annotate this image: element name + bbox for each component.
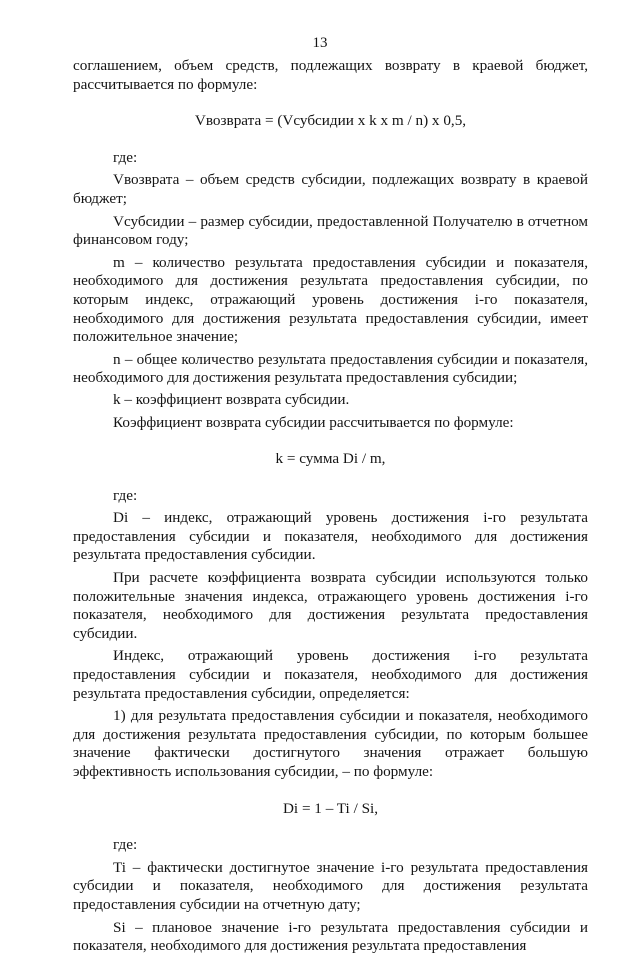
- paragraph: Vсубсидии – размер субсидии, предоставленной Получателю в отчетном финансовом году;: [73, 212, 588, 249]
- paragraph: Di – индекс, отражающий уровень достижения i-го результата предоставления субсидии и показателя, необходимого для достижения результата предоставления субсидии.: [73, 509, 588, 564]
- paragraph: где:: [113, 486, 138, 504]
- paragraph: где:: [113, 836, 138, 854]
- paragraph: Vвозврата – объем средств субсидии, подлежащих возврату в краевой бюджет;: [73, 171, 588, 207]
- paragraph: где:: [113, 148, 138, 166]
- paragraph: Si – плановое значение i-го результата предоставления субсидии и показателя, необходимого для достижения результата предоставления: [73, 918, 588, 955]
- page-number: 13: [312, 35, 328, 51]
- paragraph: m – количество результата предоставления субсидии и показателя, необходимого для достижения результата предоставления субсидии, по которым индекс, отражающий уровень достижения i-го показателя, необходимого для достижения результата предоставления субсидии, имеет положительное значение;: [73, 253, 588, 346]
- formula: Di = 1 – Ti / Si,: [282, 799, 379, 817]
- paragraph: 1) для результата предоставления субсидии и показателя, необходимого для достижения результата предоставления субсидии, по которым большее значение фактически достигнутого значения отражает большую эффективность использования субсидии, – по формуле:: [73, 707, 588, 780]
- paragraph: Коэффициент возврата субсидии рассчитывается по формуле:: [113, 413, 514, 431]
- paragraph: Индекс, отражающий уровень достижения i-го результата предоставления субсидии и показателя, необходимого для достижения результата предоставления субсидии, определяется:: [73, 647, 588, 702]
- paragraph: Ti – фактически достигнутое значение i-го результата предоставления субсидии и показателя, необходимого для достижения результата предоставления субсидии на отчетную дату;: [73, 858, 588, 913]
- document-body: [73, 57, 588, 956]
- formula: Vвозврата = (Vсубсидии x k x m / n) x 0,5,: [194, 112, 467, 130]
- paragraph: k – коэффициент возврата субсидии.: [113, 390, 350, 408]
- formula: k = сумма Di / m,: [275, 450, 386, 468]
- paragraph: соглашением, объем средств, подлежащих возврату в краевой бюджет, рассчитывается по формуле:: [73, 57, 588, 93]
- paragraph: n – общее количество результата предоставления субсидии и показателя, необходимого для достижения результата предоставления субсидии;: [73, 350, 588, 387]
- paragraph: При расчете коэффициента возврата субсидии используются только положительные значения индекса, отражающего уровень достижения i-го показателя, необходимого для достижения результата предоставления субсидии.: [73, 569, 588, 642]
